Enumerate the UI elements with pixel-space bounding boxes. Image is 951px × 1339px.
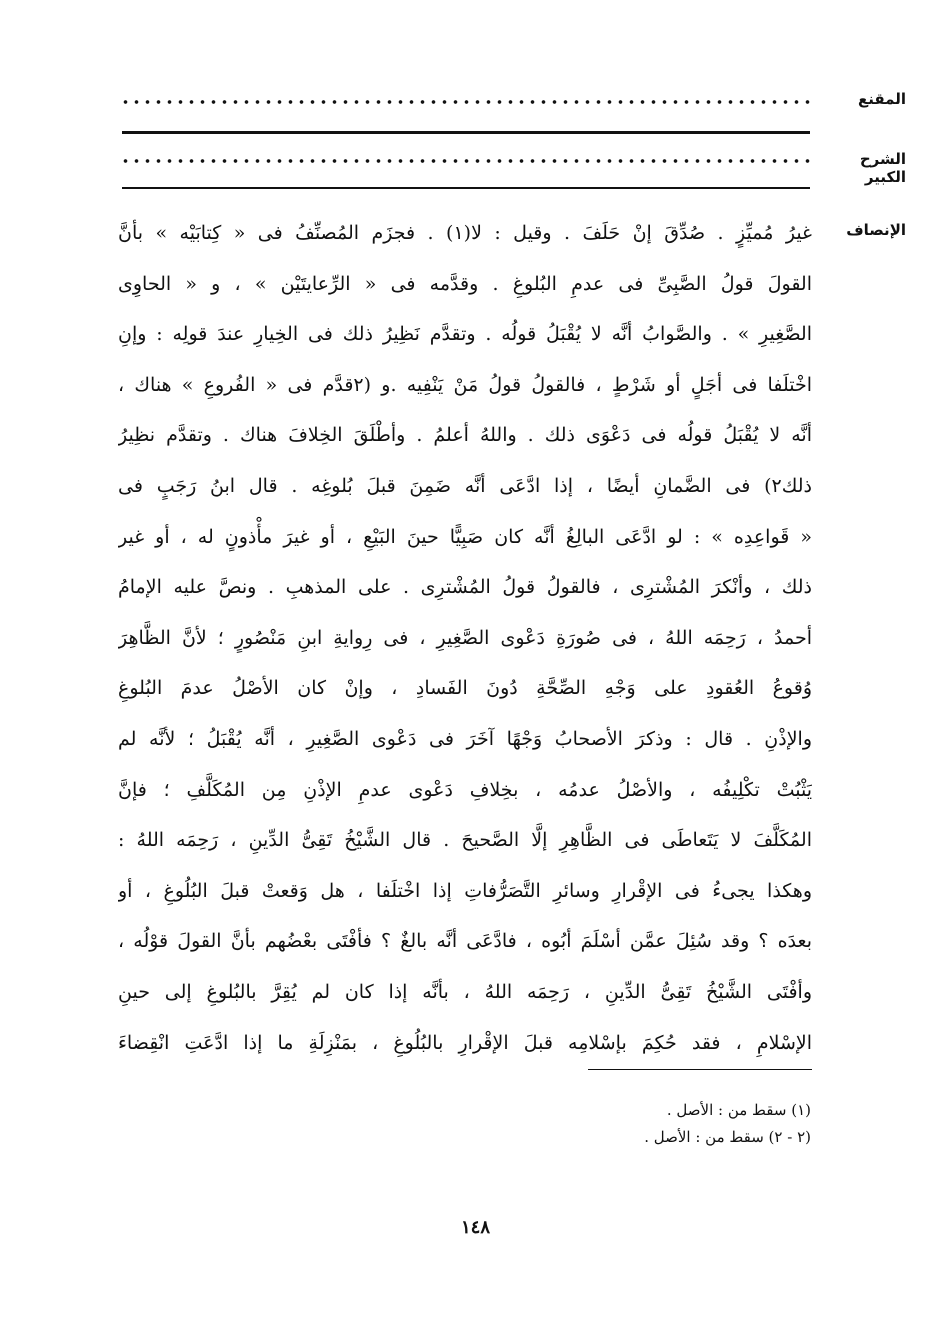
insaf-body-text <box>118 208 812 1068</box>
text-line: وُقوعُ العُقودِ على وَجْهِ الصِّحَّةِ دُونَ الفَسادِ ، وإنْ كان الأصْلُ عدمَ البُلوغِ <box>118 677 812 700</box>
separator-rule <box>122 187 810 189</box>
page-number: ١٤٨ <box>460 1217 490 1238</box>
text-line: أنَّه لا يُقْبَلُ قولُه فى دَعْوَى ذلك . واللهُ أعلمُ . وأطْلَقَ الخِلافَ هناك . وتقدَّم نظِيرُ <box>118 424 812 447</box>
text-line: غيرُ مُميِّزٍ . صُدِّقَ إنْ حَلَفَ . وقيل : لا(١) . فجزَم المُصنِّفُ فى « كِتابَيْه » بأنَّ <box>118 222 812 244</box>
section-label-muqni: المقنع <box>858 90 906 108</box>
text-line: يَثْبُتْ تكْلِيفُه ، والأصْلُ عدمُه ، بخِلافِ دَعْوى عدمِ الإذْنِ مِن المُكَلَّفِ ؛ فإنَّ <box>118 778 812 801</box>
text-line: « قَواعِدِه » : لو ادَّعَى البالِغُ أنَّه كان صَبِيًّا حينَ البَيْعِ ، أو غيرَ مأْذونٍ له ، أو غير <box>118 525 812 548</box>
text-line: بعدَه ؟ وقد سُئِلَ عمَّن أسْلَمَ أبُوه ، فادَّعَى أنَّه بالغٌ ؟ فأفْتَى بعْضُهم بأنَّ القولَ قوْلُه ، <box>118 930 812 953</box>
footnote: (١) سقط من : الأصل . <box>666 1101 811 1119</box>
section-label-insaf: الإنصاف <box>846 221 906 239</box>
footnote: (٢ - ٢) سقط من : الأصل . <box>644 1128 811 1146</box>
text-line: الصَّغِيرِ » . والصَّوابُ أنَّه لا يُقْبَلُ قولُه . وتقدَّم نَظِيرُ ذلك فى الخِيارِ عندَ قولِه : وإنِ <box>118 323 812 346</box>
text-line: المُكَلَّفَ لا يَتَعاطَى فى الظَّاهِرِ إلَّا الصَّحيحَ . قال الشَّيْخُ تَقِىُّ الدِّينِ ، رَحِمَه اللهُ : <box>118 829 812 852</box>
text-line: ذلك٢) فى الضَّمانِ أيضًا ، إذا ادَّعَى أنَّه ضَمِنَ قبلَ بُلوغِه . قال ابنُ رَجَبٍ فى <box>118 474 812 497</box>
text-line: اخْتلَفا فى أجَلٍ أو شَرْطٍ ، فالقولُ قولُ مَنْ يَنْفِيه .و (٢قدَّم فى « الفُروعِ » هناك ، <box>118 373 812 396</box>
text-line: وأفْتَى الشَّيْخُ تَقِىُّ الدِّينِ ، رَحِمَه اللهُ ، بأنَّه إذا كان لم يُقِرَّ بالبُلوغِ إلى حينِ <box>118 980 812 1003</box>
footnotes <box>311 1097 811 1151</box>
text-line: القولَ قولُ الصَّبِىِّ فى عدمِ البُلوغِ . وقدَّمه فى « الرِّعايتَيْن » ، و « الحاوِى <box>118 272 812 295</box>
text-line: الإسْلامِ ، فقد حُكِمَ بإسْلامِه قبلَ الإقْرارِ بالبُلُوغِ ، بمَنْزِلَةِ ما إذا ادَّعَتِ انْقِضاءَ <box>118 1031 812 1054</box>
text-line: أحمدُ ، رَحِمَه اللهُ ، فى صُورَةِ دَعْوى الصَّغِيرِ ، فى رِوايةِ ابنِ مَنْصُورٍ ؛ لأنَّ الظَّاهِرَ <box>118 626 812 649</box>
muqni-placeholder-dots <box>120 97 810 107</box>
sharh-placeholder-dots <box>120 156 810 166</box>
section-label-sharh: الشرح الكبير <box>859 150 906 186</box>
text-line: ذلك ، وأنْكرَ المُشْترِى ، فالقولُ قولُ المُشْترِى . على المذهبِ . ونصَّ عليه الإمامُ <box>118 576 812 599</box>
footnote-separator <box>588 1069 812 1070</box>
text-line: وهكذا يجىءُ فى الإقْرارِ وسائرِ التَّصَرُّفاتِ إذا اخْتلَفا ، هل وَقعتْ قبلَ البُلُوغِ ، أو <box>118 879 812 902</box>
text-line: والإذْنِ . قال : وذكرَ الأصحابُ وَجْهًا آخَرَ فى دَعْوى الصَّغِيرِ ، أنَّه يُقْبَلُ ؛ لأنَّه لم <box>118 727 812 750</box>
separator-rule-thick <box>122 131 810 134</box>
